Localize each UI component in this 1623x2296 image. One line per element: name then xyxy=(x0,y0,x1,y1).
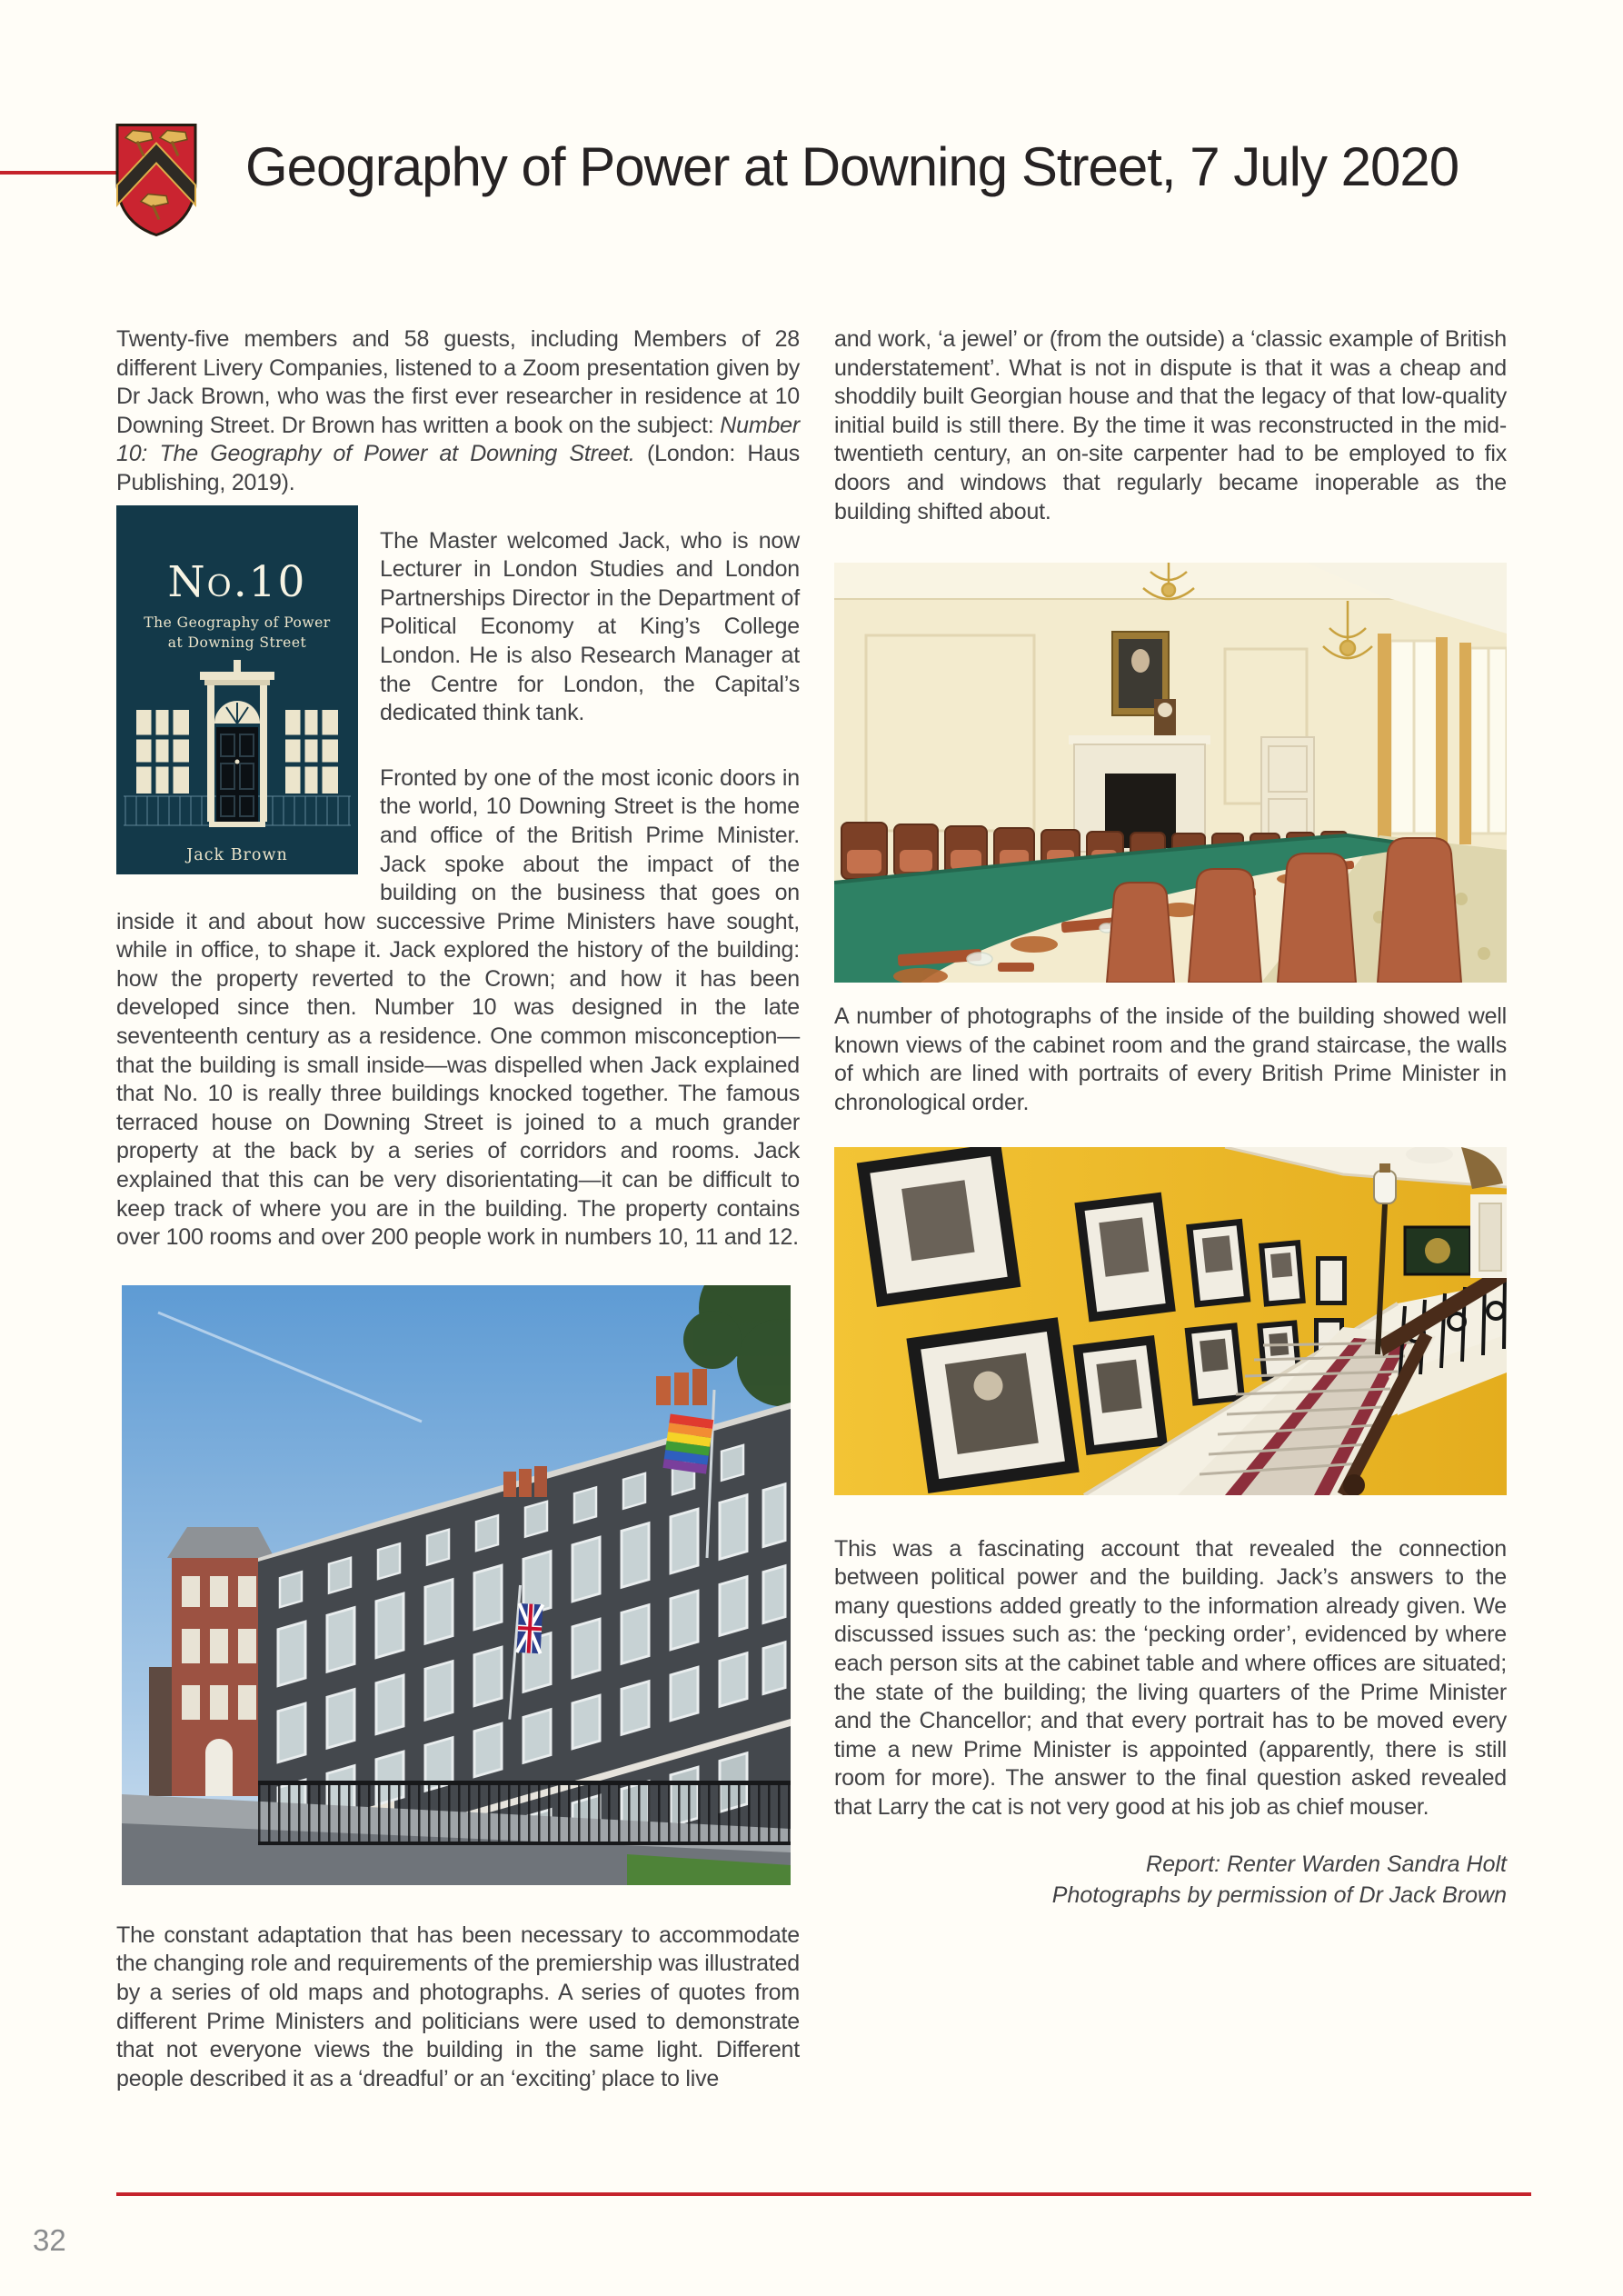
mantel-clock-icon xyxy=(1154,699,1176,735)
cover-subtitle-line2: at Downing Street xyxy=(167,634,307,651)
left-column xyxy=(116,325,800,2093)
book-title-italic: Number 10: The Geography of Power at Downing Street. xyxy=(116,412,800,467)
page-title: Geography of Power at Downing Street, 7 July 2020 xyxy=(245,136,1459,197)
downing-street-exterior-photo xyxy=(122,1285,791,1885)
paragraph-constant-adaptation: The constant adaptation that has been necessary to accommodate the changing role and requirements of the premiership was illustrated by a series of old maps and photographs. A series of quotes from different Prime Ministers and politicians were used to demonstrate that not everyone views the building in the same light. Different people described it as a ‘dreadful’ or an ‘exciting’ place to live xyxy=(116,1922,800,2091)
book-cover-image xyxy=(116,505,358,874)
landing-painting-icon xyxy=(1405,1227,1470,1274)
grand-staircase-photo xyxy=(834,1147,1507,1495)
black-railings-icon xyxy=(258,1781,791,1845)
paragraph-fascinating-account: This was a fascinating account that revealed the connection between political power and the building. Jack’s answers to the many questions added greatly to the information already given. We discussed issues such as: the ‘pecking order’, evidenced by where each person sits at the cabinet table and where offices are situated; the state of the building; the living quarters of the Prime Minister and the Chancellor; and that every portrait has to be moved every time a new Prime Minister is appointed (apparently, there is still room for more). The answer to the final question asked revealed that Larry the cat is not very good at his job as chief mouser. xyxy=(834,1535,1507,1820)
cover-window-icon xyxy=(136,710,189,794)
cover-door-icon xyxy=(200,660,274,827)
paragraph-iconic-door: Fronted by one of the most iconic doors in the world, 10 Downing Street is the home and office of the British Prime Minister. Jack spoke about the impact of the building on the business that goes on inside it and about how successive Prime Ministers have sought, while in office, to shape it. Jack explored the history of the building: how the property reverted to the Crown; and how it has been developed since then. Number 10 was designed in the late seventeenth century as a residence. One common misconception—that the building is small inside—was dispelled when Jack explained that No. 10 is really three buildings knocked together. The famous terraced house on Downing Street is joined to a much grander property at the back by a series of corridors and rooms. Jack explained that this can be very disorientating—it can be difficult to keep track of where you are in the building. The property contains over 100 rooms and over 200 people work in numbers 10, 11 and 12. xyxy=(116,764,800,1251)
report-credit: Report: Renter Warden Sandra Holt xyxy=(1146,1852,1507,1878)
credits-block xyxy=(834,1849,1507,1911)
right-column xyxy=(834,325,1507,1911)
window-curtains xyxy=(1378,634,1507,852)
photo-credit: Photographs by permission of Dr Jack Brown xyxy=(1051,1882,1507,1909)
cover-author: Jack Brown xyxy=(186,845,288,864)
paragraph-jewel: and work, ‘a jewel’ or (from the outside) a ‘classic example of British understatement’. What is not in dispute is that it was a cheap and shoddily built Georgian house and that the legacy of that low-quality initial build is still there. By the time it was reconstructed in the mid-twentieth century, an on-site carpenter had to be employed to fix doors and windows that regularly became inoperable as the building shifted about. xyxy=(834,326,1507,524)
cover-window-icon xyxy=(285,710,338,794)
cover-subtitle-line1: The Geography of Power xyxy=(144,614,331,631)
footer-red-rule xyxy=(116,2192,1531,2196)
livery-crest-shield-icon xyxy=(113,116,200,240)
intro-text: Twenty-five members and 58 guests, including Members of 28 different Livery Companies, listened to a Zoom presentation given by Dr Jack Brown, who was the first ever researcher in residence at 10 Downing Street. Dr Brown has written a book on the subject: xyxy=(116,326,800,438)
cover-wrap-block xyxy=(116,505,800,1253)
paragraph-master-welcome: The Master welcomed Jack, who is now Lecturer in London Studies and London Partnerships Director in the Department of Political Economy at King’s College London. He is also Research Manager at the Centre for London, the Capital’s dedicated think tank. xyxy=(380,527,800,726)
header-red-rule xyxy=(0,171,116,175)
cabinet-room-photo xyxy=(834,563,1507,983)
paragraph-intro xyxy=(116,325,800,498)
upper-door-icon xyxy=(1470,1194,1507,1278)
intro-publisher: (London: Haus Publishing, 2019). xyxy=(116,441,800,495)
paragraph-photographs: A number of photographs of the inside of the building showed well known views of the cabinet room and the grand staircase, the walls of which are lined with portraits of every British Prime Minister in chronological order. xyxy=(834,1003,1507,1115)
page-number: 32 xyxy=(33,2223,66,2257)
cover-title: No.10 xyxy=(167,556,307,607)
